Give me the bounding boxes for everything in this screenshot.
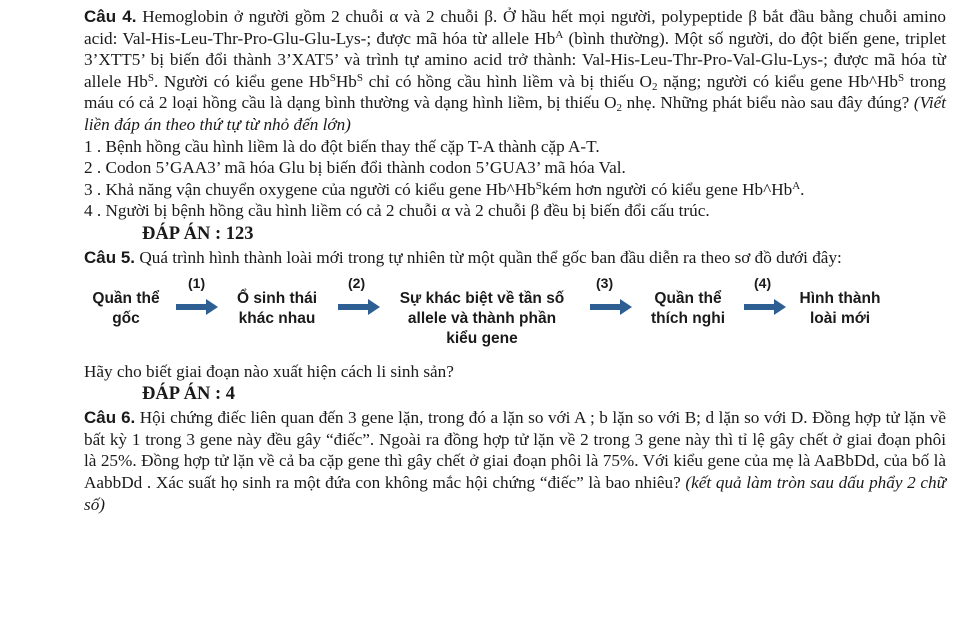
question-4-option-4: 4 . Người bị bệnh hồng cầu hình liềm có cả 2 chuỗi α và 2 chuỗi β đều bị biến đổi cấu trúc. <box>84 201 710 221</box>
diagram-step-1: (1) <box>188 274 206 291</box>
question-4-option-1: 1 . Bệnh hồng cầu hình liềm là do đột biến thay thế cặp T-A thành cặp A-T. <box>84 136 600 156</box>
question-5-question: Hãy cho biết giai đoạn nào xuất hiện cách li sinh sản? <box>84 361 454 381</box>
question-4-option-3: 3 . Khả năng vận chuyển oxygene của người có kiểu gene $Hb\^{}Hb^Ském$ hơn người có kiểu gene $Hb\^{}Hb^A$. <box>84 179 805 199</box>
diagram-arrow-3-icon <box>590 299 632 315</box>
question-4-instruction: (Viết liền đáp án theo thứ tự từ nhỏ đến lớn) <box>84 93 946 134</box>
question-6-stem: Câu 6. Hội chứng điếc liên quan đến 3 gene lặn, trong đó a lặn so với A ; b lặn so với B; d lặn so với D. Đồng hợp tử lặn về bất kỳ 1 trong 3 gene này đều gây “điếc”. Ngoài ra đồng hợp tử lặn về 2 trong 3 gene này thì tỉ lệ gây chết ở giai đoạn phôi là 25%. Đồng hợp tử lặn về cả ba cặp gene thì gây chết ở giai đoạn phôi là 75%. Với kiểu gene của mẹ là AaBbDd, của bố là AabbDd . Xác suất họ sinh ra một đứa con không mắc hội chứng “điếc” là bao nhiêu? (kết quả làm tròn sau dấu phẩy 2 chữ số) <box>84 408 947 514</box>
diagram-node-frequency-difference: Sự khác biệt về tần số allele và thành phần kiểu gene <box>399 289 565 347</box>
diagram-node-new-species: Hình thành loài mới <box>799 289 881 327</box>
diagram-step-4: (4) <box>754 274 772 291</box>
diagram-step-2: (2) <box>348 274 366 291</box>
diagram-step-3: (3) <box>596 274 614 291</box>
diagram-arrow-2-icon <box>338 299 380 315</box>
question-4-stem: Câu 4. Hemoglobin ở người gồm 2 chuỗi α và 2 chuỗi β. Ở hầu hết mọi người, polypeptide β bắt đầu bằng chuỗi amino acid: Val-His-Leu-Thr-Pro-Glu-Glu-Lys-; được mã hóa từ allele $Hb^A$ (bình thường). Một số người, do đột biến gene, triplet 3’XTT5’ bị biến đổi thành 3’XAT5’ và trình tự amino acid trở thành: Val-His-Leu-Thr-Pro-Val-Glu-Lys-; được mã hóa từ allele $Hb^S$. Người có kiểu gene $Hb^SHb^S$ chỉ có hồng cầu hình liềm và bị thiếu $O_2$ nặng; người có kiểu gene $Hb\^{}Hb^S$ trong máu có cả 2 loại hồng cầu là dạng bình thường và dạng hình liềm, bị thiếu $O_2$ nhẹ. Những phát biểu nào sau đây đúng? (Viết liền đáp án theo thứ tự từ nhỏ đến lớn) <box>84 7 947 134</box>
question-6-label: Câu 6. <box>84 408 136 428</box>
question-5-answer: ĐÁP ÁN : 4 <box>142 384 236 405</box>
question-5-label: Câu 5. <box>84 247 136 267</box>
question-4-answer: ĐÁP ÁN : 123 <box>142 223 254 244</box>
question-5-stem: Câu 5. Quá trình hình thành loài mới trong tự nhiên từ một quần thể gốc ban đầu diễn ra theo sơ đồ dưới đây: <box>84 247 842 267</box>
question-6-instruction: (kết quả làm tròn sau dấu phẩy 2 chữ số) <box>84 472 947 514</box>
diagram-arrow-1-icon <box>176 299 218 315</box>
diagram-node-source-population: Quần thể gốc <box>92 289 160 327</box>
question-4-option-2: 2 . Codon 5’GAA3’ mã hóa Glu bị biến đổi thành codon 5’GUA3’ mã hóa Val. <box>84 158 626 178</box>
speciation-diagram <box>80 275 946 357</box>
diagram-arrow-4-icon <box>744 299 786 315</box>
diagram-node-adapted-population: Quần thể thích nghi <box>650 289 726 327</box>
diagram-node-ecological-niche: Ổ sinh thái khác nhau <box>236 289 318 327</box>
question-4-label: Câu 4. <box>84 7 137 26</box>
document-page <box>84 6 946 515</box>
